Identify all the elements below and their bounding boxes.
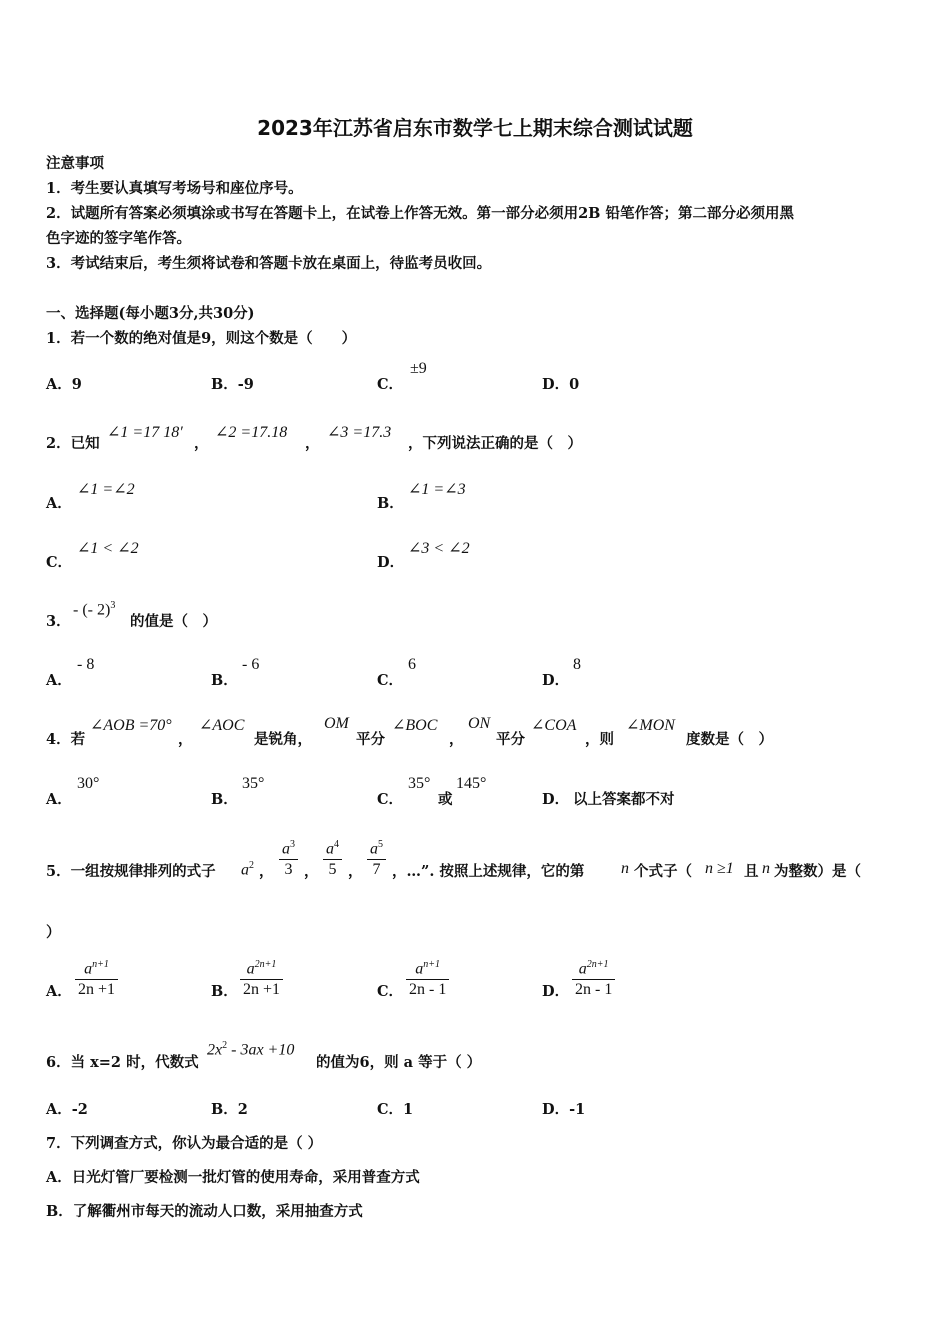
q2-option-d-label: D． xyxy=(377,554,405,571)
q2-option-d: ∠3 < ∠2 xyxy=(408,540,470,557)
q4-option-a-label: A． xyxy=(46,791,72,808)
q1-option-b: B．-9 xyxy=(211,376,254,393)
q2-option-c: ∠1 < ∠2 xyxy=(77,540,139,557)
q4-option-d-label: D． xyxy=(542,791,570,808)
q2-option-c-label: C． xyxy=(46,554,73,571)
q4-option-c-label: C． xyxy=(377,791,404,808)
q5-option-b: $\frac{a^{2n+1}}{2n +1}$ xyxy=(240,955,283,1000)
q4-math-3: OM xyxy=(324,715,349,732)
q4-math-1: ∠AOB =70° xyxy=(90,717,172,734)
q4-option-b: 35° xyxy=(242,775,265,792)
q4-text-5: 平分 xyxy=(496,731,525,748)
q3-option-d: 8 xyxy=(573,656,581,673)
q3-option-c: 6 xyxy=(408,656,416,673)
q5-post: 为整数）是（ xyxy=(774,863,861,880)
q5-ellipsis-text: ，…”. 按照上述规律，它的第 xyxy=(392,863,585,880)
q1-option-c: C． xyxy=(377,376,404,393)
q7-option-a: A．日光灯管厂要检测一批灯管的使用寿命，采用普查方式 xyxy=(46,1169,420,1186)
q4-text-7: 度数是（ ） xyxy=(686,731,773,748)
q5-fraction-1: $\frac{a^3}{3}$ xyxy=(279,835,298,880)
notice-item: 色字迹的签字笔作答。 xyxy=(46,230,191,247)
q2-math-2: ∠2 =17.18 xyxy=(215,424,288,441)
q4-sep: ， xyxy=(449,731,464,748)
q5-n2: n xyxy=(762,860,770,877)
q6-option-b: B．2 xyxy=(211,1101,248,1118)
q3-expr: - (- 2)$^3$ xyxy=(73,600,116,619)
q4-option-c: 35° xyxy=(408,775,431,792)
q6-option-c: C．1 xyxy=(377,1101,414,1118)
q6-option-a: A．-2 xyxy=(46,1101,88,1118)
q3-option-b-label: B． xyxy=(211,672,238,689)
q2-pre: 2．已知 xyxy=(46,435,100,452)
q1-option-d: D．0 xyxy=(542,376,580,393)
q6-option-d: D．-1 xyxy=(542,1101,586,1118)
q5-fraction-2: $\frac{a^4}{5}$ xyxy=(323,835,342,880)
notice-item: 1．考生要认真填写考场号和座位序号。 xyxy=(46,180,303,197)
q6-post: 的值为6，则 a 等于（ ） xyxy=(316,1054,482,1071)
q4-text-3: 平分 xyxy=(356,731,385,748)
q5-close: ） xyxy=(46,924,61,941)
q4-sep: ， xyxy=(178,731,193,748)
q5-option-a-label: A． xyxy=(46,983,72,1000)
q5-first-term: $a^2$ xyxy=(241,860,254,879)
q2-post: ，下列说法正确的是（ ） xyxy=(408,435,582,452)
q3-option-d-label: D． xyxy=(542,672,570,689)
q4-pre: 4．若 xyxy=(46,731,86,748)
q5-option-c-label: C． xyxy=(377,983,404,1000)
q2-sep: ， xyxy=(194,435,209,452)
q5-sep: ， xyxy=(348,863,363,880)
q4-option-a: 30° xyxy=(77,775,100,792)
q3-option-b: - 6 xyxy=(242,656,260,673)
q6-pre: 6．当 x=2 时，代数式 xyxy=(46,1054,199,1071)
q4-text-6: ，则 xyxy=(585,731,614,748)
q3-post: 的值是（ ） xyxy=(130,613,217,630)
q6-expression: $2x^2 - 3ax +10$ xyxy=(207,1040,295,1059)
q5-and: 且 xyxy=(744,863,759,880)
q5-option-c: $\frac{a^{n+1}}{2n - 1}$ xyxy=(406,955,449,1000)
q2-option-a: ∠1 =∠2 xyxy=(77,481,135,498)
q5-mid: 个式子（ xyxy=(634,863,692,880)
q2-sep: ， xyxy=(305,435,320,452)
q4-option-d: 以上答案都不对 xyxy=(573,791,675,808)
q4-option-c-or: 或 xyxy=(438,791,453,808)
q7-option-b: B．了解衢州市每天的流动人口数，采用抽查方式 xyxy=(46,1203,363,1220)
q4-math-4: ∠BOC xyxy=(392,717,438,734)
q2-math-3: ∠3 =17.3 xyxy=(327,424,392,441)
notice-item: 2．试题所有答案必须填涂或书写在答题卡上，在试卷上作答无效。第一部分必须用2B 铅笔作答；第二部分必须用黑 xyxy=(46,205,794,222)
q1-option-a: A．9 xyxy=(46,376,82,393)
q5-sep: ， xyxy=(304,863,319,880)
q3-option-c-label: C． xyxy=(377,672,404,689)
q3-option-a-label: A． xyxy=(46,672,72,689)
q5-option-a: $\frac{a^{n+1}}{2n +1}$ xyxy=(75,955,118,1000)
q3-pre: 3． xyxy=(46,613,71,630)
q2-option-a-label: A． xyxy=(46,495,72,512)
q4-math-6: ∠COA xyxy=(531,717,577,734)
q5-option-d: $\frac{a^{2n+1}}{2n - 1}$ xyxy=(572,955,615,1000)
q4-math-5: ON xyxy=(468,715,491,732)
q5-pre: 5．一组按规律排列的式子 xyxy=(46,863,216,880)
q5-option-b-label: B． xyxy=(211,983,238,1000)
q5-fraction-3: $\frac{a^5}{7}$ xyxy=(367,835,386,880)
q5-n: n xyxy=(621,860,629,877)
q4-option-b-label: B． xyxy=(211,791,238,808)
q5-sep: ， xyxy=(259,863,274,880)
q4-math-2: ∠AOC xyxy=(199,717,245,734)
q5-cond: n ≥1 xyxy=(705,860,734,877)
notice-item: 3．考试结束后，考生须将试卷和答题卡放在桌面上，待监考员收回。 xyxy=(46,255,492,272)
q4-math-7: ∠MON xyxy=(626,717,675,734)
section-heading: 一、选择题(每小题3分,共30分) xyxy=(46,305,255,322)
q1-stem: 1．若一个数的绝对值是9，则这个数是（ ） xyxy=(46,330,357,347)
notice-heading: 注意事项 xyxy=(46,155,104,172)
q4-option-c-second: 145° xyxy=(456,775,487,792)
q5-option-d-label: D． xyxy=(542,983,570,1000)
q2-math-1: ∠1 =17 18′ xyxy=(107,424,183,441)
q2-option-b-label: B． xyxy=(377,495,404,512)
q4-text-2: 是锐角， xyxy=(254,731,312,748)
q1-option-c-math: ±9 xyxy=(410,360,427,377)
page-title: 2023年江苏省启东市数学七上期末综合测试试题 xyxy=(257,116,693,140)
q7-stem: 7．下列调查方式，你认为最合适的是（ ） xyxy=(46,1135,323,1152)
q3-option-a: - 8 xyxy=(77,656,95,673)
q2-option-b: ∠1 =∠3 xyxy=(408,481,466,498)
